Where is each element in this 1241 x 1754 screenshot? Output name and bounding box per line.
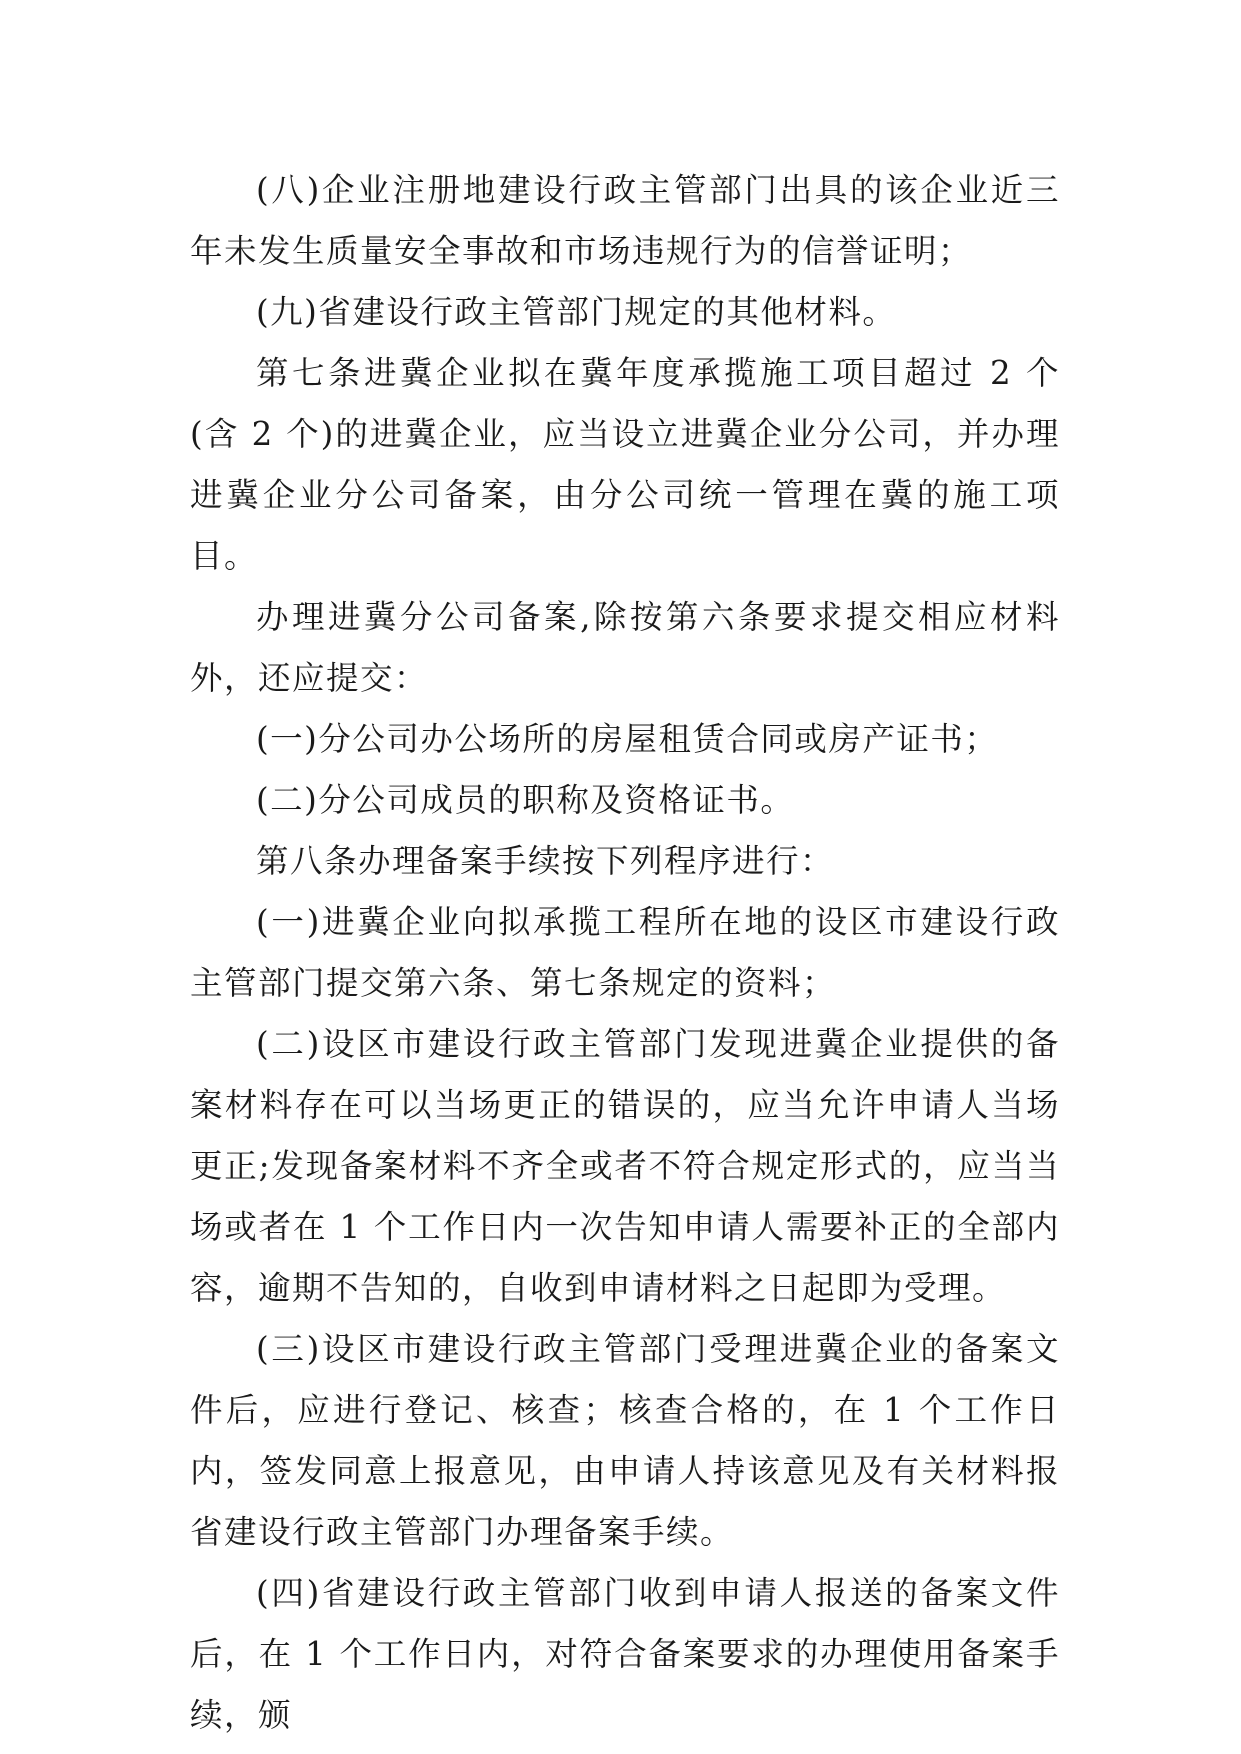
paragraph-article-7: 第七条进冀企业拟在冀年度承揽施工项目超过 2 个(含 2 个)的进冀企业，应当设立进冀企业分公司，并办理进冀企业分公司备案，由分公司统一管理在冀的施工项目。 [190,354,1060,575]
paragraph-item-8-credit-certificate: (八)企业注册地建设行政主管部门出具的该企业近三年未发生质量安全事故和市场违规行为的信誉证明； [190,171,1060,270]
paragraph-branch-item-2: (二)分公司成员的职称及资格证书。 [256,781,795,819]
paragraph-item-9-other-materials: (九)省建设行政主管部门规定的其他材料。 [256,293,897,331]
paragraph-procedure-2: (二)设区市建设行政主管部门发现进冀企业提供的备案材料存在可以当场更正的错误的，应当允许申请人当场更正;发现备案材料不齐全或者不符合规定形式的，应当当场或者在 1 个工作日内一次告知申请人需要补正的全部内容，逾期不告知的，自收到申请材料之日起即为受理。 [190,1025,1060,1307]
paragraph-procedure-4: (四)省建设行政主管部门收到申请人报送的备案文件后，在 1 个工作日内，对符合备案要求的办理使用备案手续，颁 [190,1574,1060,1734]
paragraph-article-8: 第八条办理备案手续按下列程序进行： [256,842,835,880]
paragraph-branch-filing: 办理进冀分公司备案,除按第六条要求提交相应材料外，还应提交： [190,598,1060,697]
paragraph-branch-item-1: (一)分公司办公场所的房屋租赁合同或房产证书； [256,720,999,758]
paragraph-procedure-3: (三)设区市建设行政主管部门受理进冀企业的备案文件后，应进行登记、核查；核查合格的，在 1 个工作日内，签发同意上报意见，由申请人持该意见及有关材料报省建设行政主管部门办理备案手续。 [190,1330,1060,1551]
paragraph-procedure-1: (一)进冀企业向拟承揽工程所在地的设区市建设行政主管部门提交第六条、第七条规定的资料； [190,903,1060,1002]
document-page [190,160,1060,1746]
